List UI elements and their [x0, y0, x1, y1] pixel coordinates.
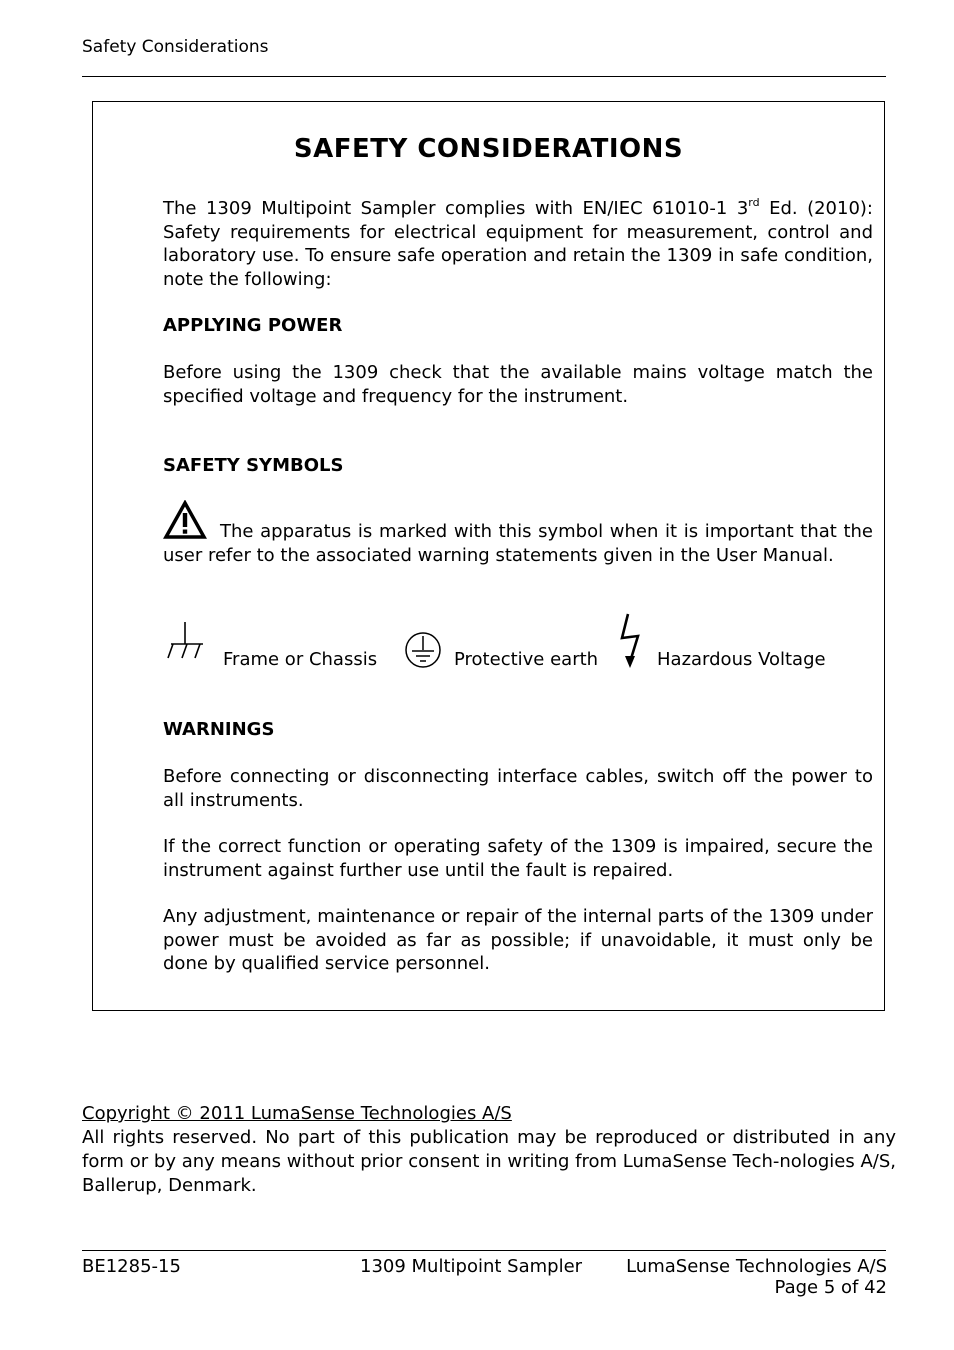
running-header: Safety Considerations	[82, 37, 269, 57]
footer-right	[560, 1256, 887, 1298]
intro-text-end: Ed. (2010): Safety requirements for electrical equipment for measurement, control and laboratory use. To ensure safe operation and retain the 1309 in safe condition, note the following:	[163, 198, 873, 290]
warning-item-2: If the correct function or operating safety of the 1309 is impaired, secure the instrument against further use until the fault is repaired.	[163, 836, 873, 881]
warning-symbol-text: The apparatus is marked with this symbol when it is important that the user refer to the associated warning statements given in the User Manual.	[163, 521, 873, 566]
frame-chassis-label: Frame or Chassis	[223, 649, 378, 670]
frame-chassis-icon	[163, 620, 207, 664]
hazardous-voltage-icon	[618, 612, 646, 670]
footer-product: 1309 Multipoint Sampler	[360, 1256, 583, 1277]
safety-symbols-heading: SAFETY SYMBOLS	[163, 455, 344, 476]
intro-superscript: rd	[748, 196, 760, 209]
applying-power-text: Before using the 1309 check that the available mains voltage match the specified voltage and frequency for the instrument.	[163, 362, 873, 407]
footer-page-number: Page 5 of 42	[774, 1277, 887, 1298]
header-rule	[82, 76, 886, 77]
footer-rule	[82, 1250, 886, 1251]
copyright-block	[82, 1102, 896, 1198]
copyright-text: All rights reserved. No part of this publication may be reproduced or distributed in any form or by any means without prior consent in writing from LumaSense Tech-nologies A/S, Ballerup, Denmark.	[82, 1127, 896, 1196]
intro-text-start: The 1309 Multipoint Sampler complies with EN/IEC 61010-1 3	[163, 198, 749, 219]
footer-company: LumaSense Technologies A/S	[626, 1256, 887, 1277]
applying-power-heading: APPLYING POWER	[163, 315, 343, 336]
box-title: SAFETY CONSIDERATIONS	[293, 134, 684, 164]
warnings-heading: WARNINGS	[163, 719, 275, 740]
warning-item-3: Any adjustment, maintenance or repair of the internal parts of the 1309 under power must be avoided as far as possible; if unavoidable, it must only be done by qualified service personnel.	[163, 906, 873, 974]
symbol-legend-row	[163, 612, 873, 672]
copyright-line: Copyright © 2011 LumaSense Technologies A/S	[82, 1103, 512, 1124]
protective-earth-icon	[403, 630, 443, 670]
hazardous-voltage-label: Hazardous Voltage	[657, 649, 826, 670]
footer-doc-id: BE1285-15	[82, 1256, 181, 1277]
intro-paragraph	[163, 197, 873, 291]
warning-item-1: Before connecting or disconnecting interface cables, switch off the power to all instruments.	[163, 766, 873, 811]
protective-earth-label: Protective earth	[454, 649, 599, 670]
